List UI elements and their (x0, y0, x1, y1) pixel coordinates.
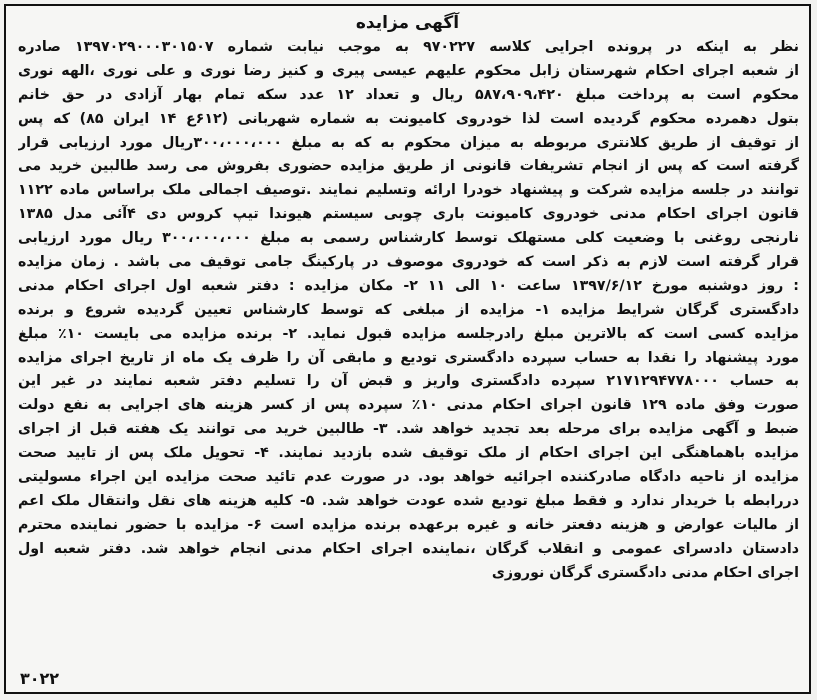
notice-line: ضبط و آگهی مزایده برای مرحله بعد تجدید خواهد شد. ۳- طالبین خرید می توانند یک هفته قبل از اجرای (18, 421, 799, 438)
notice-line: به حساب ۲۱۷۱۲۹۴۷۷۸۰۰۰ سپرده دادگستری واریز و قبض آن را تسلیم دفتر شعبه نمایند در غیر این (18, 373, 799, 390)
notice-line: اجرای احکام مدنی دادگستری گرگان نوروزی (491, 564, 799, 581)
notice-line: گرفته است که پس از انجام تشریفات قانونی از طریق مزایده حضوری بفروش می رسد طالبین خرید می (18, 158, 799, 175)
notice-line: دررابطه با خریدار ندارد و فقط مبلغ تودیع شده عودت خواهد شد. ۵- کلیه هزینه های نقل وانتقال ملک اعم (18, 492, 799, 509)
notice-line: مزایده از ناحیه دادگاه صادرکننده اجرائیه خواهد بود. در صورت عدم تائید صحت مزایده این اجراء مسولیتی (18, 469, 799, 486)
notice-line: صورت وفق ماده ۱۲۹ قانون اجرای احکام مدنی ۱۰٪ سپرده پس از کسر هزینه های اجرایی به نفع دولت (18, 397, 799, 414)
notice-line: قانون اجرای احکام مدنی خودروی کامیونت باری چوبی سیستم هیوندا تیپ کروس دی ۴آئی مدل ۱۳۸۵ (18, 206, 799, 223)
notice-line: دادستان دادسرای عمومی و انقلاب گرگان ،نماینده اجرای احکام مدنی انجام خواهد شد. دفتر شعبه اول (18, 540, 799, 557)
notice-line: از شعبه اجرای احکام شهرستان زابل محکوم علیهم عیسی پیری و کنیز رضا نوری و علی نوری ،الهه نوری (18, 62, 799, 79)
notice-line: قرار گرفته است لازم به ذکر است که خودروی موصوف در پارکینگ جامی توقیف می باشد . زمان مزایده (18, 254, 799, 271)
notice-line: بتول دهمرده محکوم گردیده است لذا خودروی کامیونت به شماره شهربانی (۶۱۲ع ۱۴ ایران ۸۵) که پس (18, 110, 799, 127)
notice-line: از مالیات عوارض و هزینه دفعتر خانه و غیره برعهده برنده مزایده است ۶- مزایده با حضور نماینده محترم (18, 516, 799, 533)
notice-line: مزایده باهماهنگی این اجرای احکام از ملک توقیف شده بازدید نمایند. ۴- تحویل ملک پس از تایید صحت (18, 445, 799, 462)
auction-notice (4, 4, 811, 694)
notice-body (18, 36, 799, 585)
notice-line: محکوم است به پرداخت مبلغ ۵۸۷،۹۰۹،۴۲۰ ریال و تعداد ۱۲ عدد سکه تمام بهار آزادی در حق خانم (18, 86, 799, 103)
notice-line: دادگستری گرگان شرایط مزایده ۱- مزایده از مبلغی که توسط کارشناس تعیین گردیده شروع و برنده (18, 301, 799, 318)
notice-line: مزایده کسی است که بالاترین مبلغ رادرجلسه مزایده قبول نماید. ۲- برنده مزایده می بایست ۱۰٪ مبلغ (18, 325, 799, 342)
notice-line: مورد پیشنهاد را نقدا به حساب سپرده دادگستری تودیع و مابقی آن را ظرف یک ماه از تاریخ اجرای مزایده (18, 349, 799, 366)
footer-code: ۳۰۲۲ (20, 669, 60, 688)
notice-line: از توقیف از طریق کلانتری مربوطه به میزان محکوم به که به مبلغ ۳۰۰،۰۰۰،۰۰۰ریال مورد ارزیابی قرار (18, 134, 799, 151)
notice-line: نارنجی روغنی با وضعیت کلی مستهلک توسط کارشناس رسمی به مبلغ ۳۰۰،۰۰۰،۰۰۰ ریال مورد ارزیابی (18, 230, 799, 247)
notice-line: نظر به اینکه در پرونده اجرایی کلاسه ۹۷۰۲۲۷ به موجب نیابت شماره ۱۳۹۷۰۲۹۰۰۰۳۰۱۵۰۷ صادره (18, 39, 799, 55)
notice-line: : روز دوشنبه مورخ ۱۳۹۷/۶/۱۲ ساعت ۱۰ الی ۱۱ ۲- مکان مزایده : دفتر شعبه اول اجرای احکام مدنی (18, 277, 799, 294)
notice-line: توانند در جلسه مزایده شرکت و پیشنهاد خودرا ارائه وتسلیم نمایند .توصیف اجمالی ملک براساس ماده ۱۱۲۲ (18, 182, 799, 199)
notice-title: آگهی مزایده (355, 13, 460, 33)
